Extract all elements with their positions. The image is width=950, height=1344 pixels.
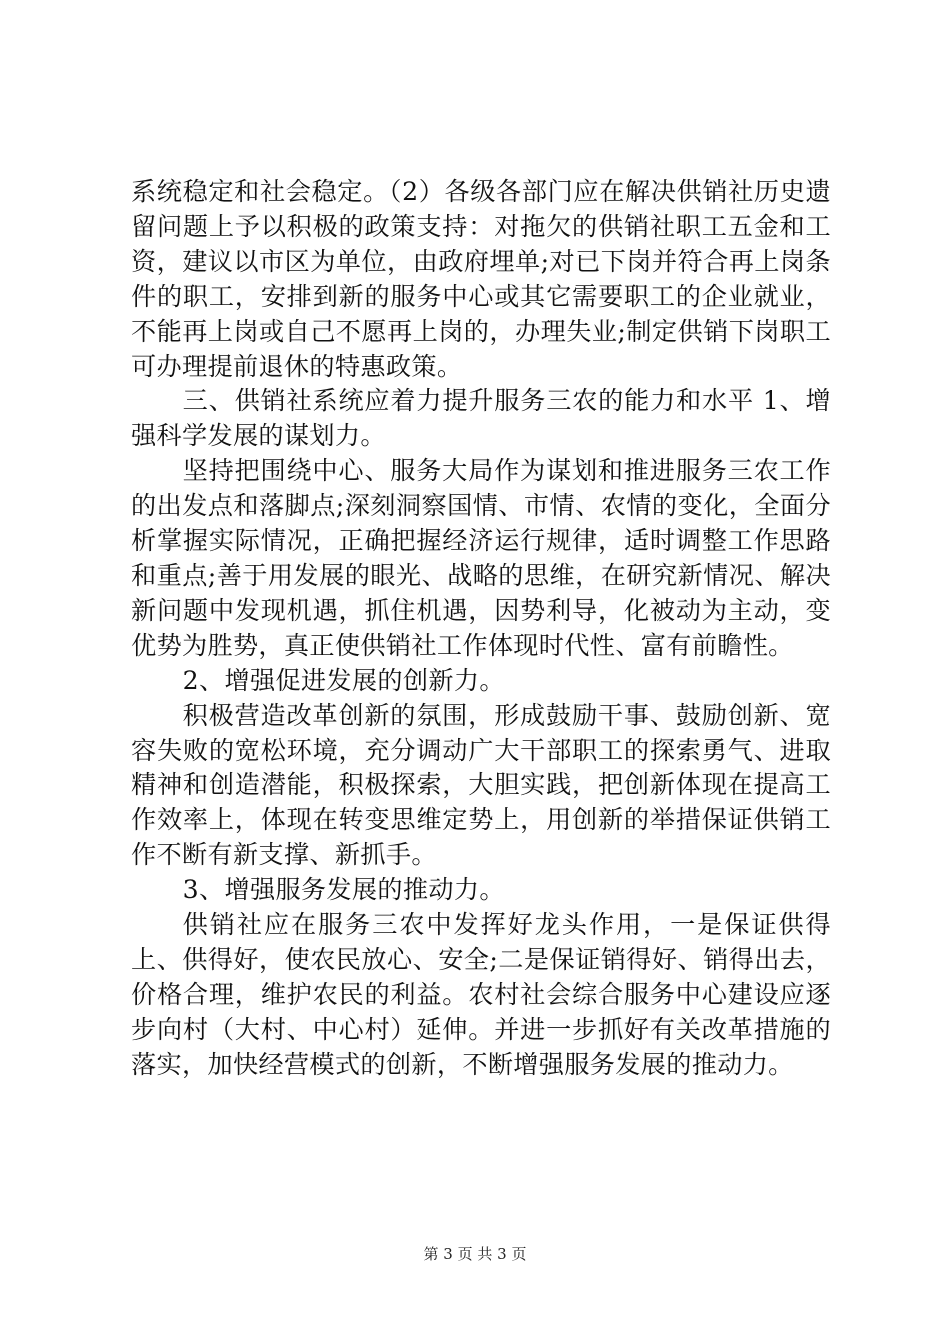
subheading-service: 3、增强服务发展的推动力。 bbox=[182, 875, 505, 905]
page-number-footer: 第 3 页 共 3 页 bbox=[423, 1245, 527, 1263]
paragraph-service: 供销社应在服务三农中发挥好龙头作用，一是保证供得上、供得好，使农民放心、安全;二是保证销得好、销得出去，价格合理，维护农民的利益。农村社会综合服务中心建设应逐步向村（大村、中心村）延伸。并进一步抓好有关改革措施的落实，加快经营模式的创新，不断增强服务发展的推动力。 bbox=[131, 910, 831, 1079]
paragraph-planning: 坚持把围绕中心、服务大局作为谋划和推进服务三农工作的出发点和落脚点;深刻洞察国情、市情、农情的变化，全面分析掌握实际情况，正确把握经济运行规律，适时调整工作思路和重点;善于用发展的眼光、战略的思维，在研究新情况、解决新问题中发现机遇，抓住机遇，因势利导，化被动为主动，变优势为胜势，真正使供销社工作体现时代性、富有前瞻性。 bbox=[131, 456, 831, 660]
document-body bbox=[131, 175, 831, 1083]
section-heading-three: 三、供销社系统应着力提升服务三农的能力和水平 1、增强科学发展的谋划力。 bbox=[131, 386, 831, 451]
paragraph-innovation: 积极营造改革创新的氛围，形成鼓励干事、鼓励创新、宽容失败的宽松环境，充分调动广大干部职工的探索勇气、进取精神和创造潜能，积极探索，大胆实践，把创新体现在提高工作效率上，体现在转变思维定势上，用创新的举措保证供销工作不断有新支撑、新抓手。 bbox=[131, 700, 831, 870]
subheading-innovation: 2、增强促进发展的创新力。 bbox=[182, 665, 505, 695]
paragraph-continuation: 系统稳定和社会稳定。（2）各级各部门应在解决供销社历史遗留问题上予以积极的政策支持：对拖欠的供销社职工五金和工资，建议以市区为单位，由政府埋单;对已下岗并符合再上岗条件的职工，安排到新的服务中心或其它需要职工的企业就业，不能再上岗或自己不愿再上岗的，办理失业;制定供销下岗职工可办理提前退休的特惠政策。 bbox=[131, 177, 831, 381]
